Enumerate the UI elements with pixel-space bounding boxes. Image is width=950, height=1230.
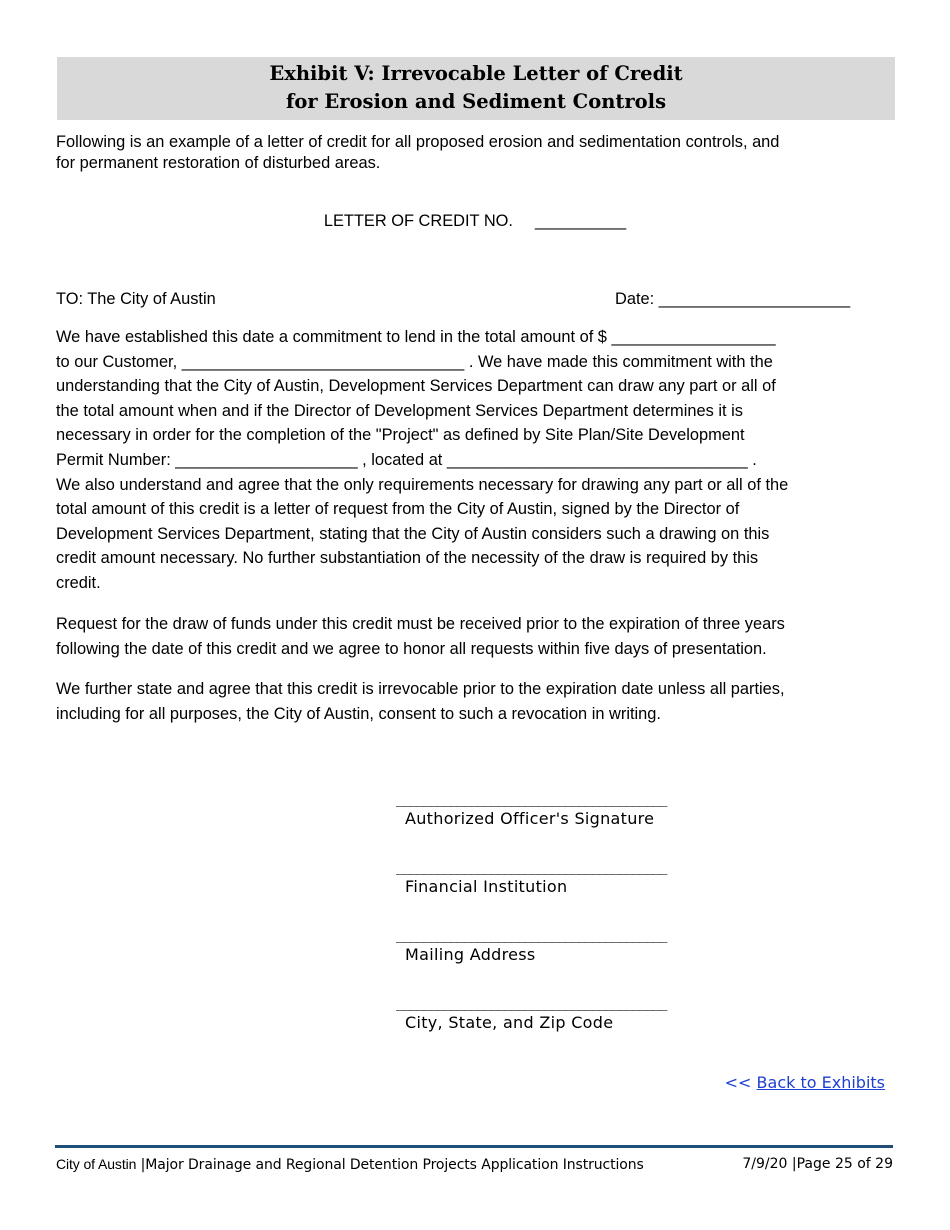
draw-request-line: Request for the draw of funds under this credit must be received prior to the expiration of three years xyxy=(56,615,785,633)
footer-document-name: |Major Drainage and Regional Detention Projects Application Instructions xyxy=(136,1157,644,1173)
back-to-exhibits xyxy=(725,1073,885,1092)
back-to-exhibits-link[interactable]: Back to Exhibits xyxy=(756,1073,885,1092)
commitment-line: the total amount when and if the Director of Development Services Department determines it is xyxy=(56,401,743,420)
commitment-line: to our Customer, _______________________________ . We have made this commitment with the xyxy=(56,352,773,371)
commitment-line: Permit Number: ____________________ , located at _________________________________ . xyxy=(56,450,757,469)
intro-line: for permanent restoration of disturbed areas. xyxy=(56,154,381,172)
signature-rule: ________________________________________ xyxy=(396,927,666,943)
signature-rule: ________________________________________ xyxy=(396,995,666,1011)
signature-rule: ________________________________________ xyxy=(396,859,666,875)
exhibit-title-line-1: Exhibit V: Irrevocable Letter of Credit xyxy=(269,62,683,85)
city-state-zip-block xyxy=(396,994,836,1034)
exhibit-title-line-2: for Erosion and Sediment Controls xyxy=(285,90,667,113)
exhibit-title xyxy=(57,57,895,120)
officer-signature-label: Authorized Officer's Signature xyxy=(405,809,655,828)
footer-page-info: 7/9/20 |Page 25 of 29 xyxy=(742,1156,893,1172)
commitment-line: We have established this date a commitment to lend in the total amount of $ __________________ xyxy=(56,328,776,346)
irrevocable-line: We further state and agree that this credit is irrevocable prior to the expiration date unless all parties, xyxy=(56,680,785,698)
commitment-line: We also understand and agree that the only requirements necessary for drawing any part or all of the xyxy=(56,475,789,494)
commitment-line: credit. xyxy=(56,573,101,592)
footer-divider xyxy=(55,1145,893,1148)
commitment-line: total amount of this credit is a letter of request from the City of Austin, signed by the Director of xyxy=(56,500,740,519)
commitment-line: Development Services Department, stating that the City of Austin considers such a drawing on this xyxy=(56,524,770,543)
commitment-line: necessary in order for the completion of the "Project" as defined by Site Plan/Site Development xyxy=(56,426,745,445)
letter-of-credit-label: LETTER OF CREDIT NO. xyxy=(323,212,513,230)
financial-institution-label: Financial Institution xyxy=(405,877,568,896)
draw-request-paragraph xyxy=(56,612,896,661)
commitment-line: credit amount necessary. No further substantiation of the necessity of the draw is required by this xyxy=(56,549,759,568)
irrevocable-line: including for all purposes, the City of Austin, consent to such a revocation in writing. xyxy=(56,704,661,723)
recipient-line: TO: The City of Austin xyxy=(56,290,216,308)
commitment-paragraph xyxy=(56,325,896,596)
letter-of-credit-heading xyxy=(0,212,950,231)
intro-line: Following is an example of a letter of credit for all proposed erosion and sedimentation controls, and xyxy=(56,133,780,151)
footer-title xyxy=(56,1156,644,1173)
signature-rule: ________________________________________ xyxy=(396,791,666,807)
city-state-zip-label: City, State, and Zip Code xyxy=(405,1013,614,1032)
date-line: Date: _____________________ xyxy=(615,290,851,308)
commitment-line: understanding that the City of Austin, Development Services Department can draw any part or all of xyxy=(56,377,776,396)
footer-organization: City of Austin xyxy=(56,1156,137,1172)
mailing-address-block xyxy=(396,926,836,966)
letter-of-credit-number-blank: __________ xyxy=(534,212,627,230)
draw-request-line: following the date of this credit and we agree to honor all requests within five days of presentation. xyxy=(56,639,767,658)
mailing-address-label: Mailing Address xyxy=(405,945,536,964)
financial-institution-block xyxy=(396,858,836,898)
back-arrows: << xyxy=(724,1073,752,1092)
irrevocable-paragraph xyxy=(56,677,896,726)
intro-paragraph xyxy=(56,132,896,174)
officer-signature-block xyxy=(396,790,836,830)
